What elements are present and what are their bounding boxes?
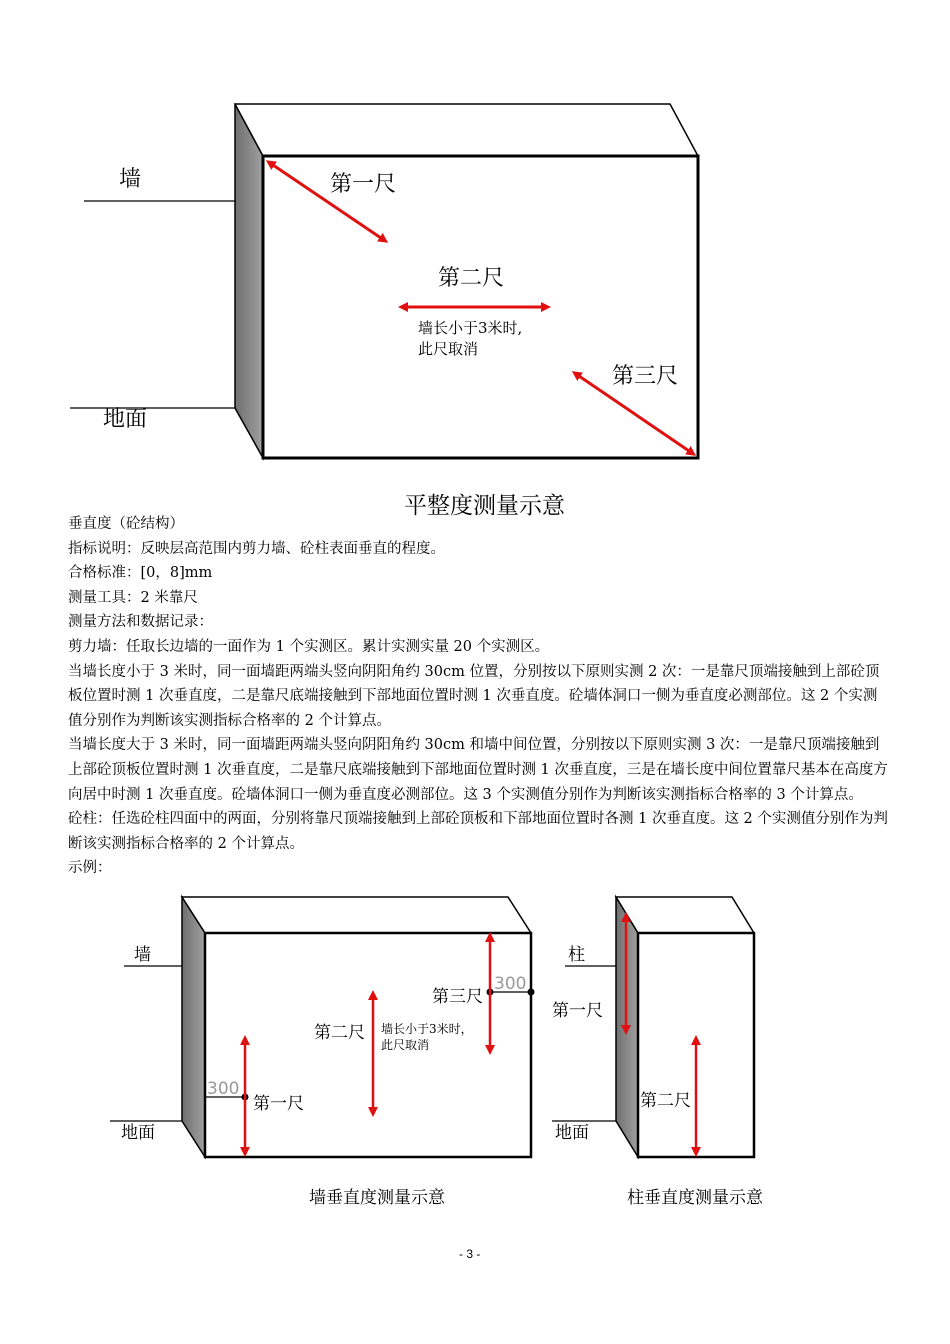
note-line2: 此尺取消 xyxy=(418,340,479,358)
wall-side-face xyxy=(235,104,263,458)
ruler2-note xyxy=(418,318,578,360)
wall2-ruler2-note xyxy=(381,1021,491,1053)
note-line1: 墙长小于3米时, xyxy=(418,319,523,337)
wall2-note-line2: 此尺取消 xyxy=(381,1038,430,1052)
ground2-label: 地面 xyxy=(121,1123,155,1143)
wall-top-face xyxy=(235,104,698,156)
wall-under-3m-paragraph: 当墙长度小于 3 米时，同一面墙距两端头竖向阴阳角约 30cm 位置，分别按以下原则实测 2 次：一是靠尺顶端接触到上部砼顶板位置时测 1 次垂直度，二是靠尺底端接触到下部地面位置时测 1 次垂直度。砼墙体洞口一侧为垂直度必测部位。这 2 个实测值分别作为判断该实测指标合格率的 2 个计算点。 xyxy=(68,663,880,729)
ground3-label: 地面 xyxy=(555,1123,589,1143)
wall2-label: 墙 xyxy=(134,945,151,965)
wall2-ruler1-label: 第一尺 xyxy=(253,1094,304,1114)
indicator-description: 指标说明：反映层高范围内剪力墙、砼柱表面垂直的程度。 xyxy=(68,540,445,557)
figure1-caption: 平整度测量示意 xyxy=(404,493,565,519)
figure3-caption: 柱垂直度测量示意 xyxy=(627,1188,763,1208)
method-heading: 测量方法和数据记录： xyxy=(68,614,213,631)
wall2-ruler2-label: 第二尺 xyxy=(314,1023,365,1043)
wall2-ruler3-label: 第三尺 xyxy=(432,987,483,1007)
wall-label: 墙 xyxy=(119,167,142,192)
ruler3-label: 第三尺 xyxy=(612,364,679,389)
column-top-face xyxy=(616,897,754,933)
figure2-caption: 墙垂直度测量示意 xyxy=(309,1188,445,1208)
dim-300-left: 300 xyxy=(207,1079,240,1099)
column-ruler1-label: 第一尺 xyxy=(552,1001,603,1021)
section-heading: 垂直度（砼结构） xyxy=(68,516,184,532)
qualified-standard: 合格标准：[0，8]mm xyxy=(68,565,213,582)
column-paragraph: 砼柱：任选砼柱四面中的两面，分别将靠尺顶端接触到上部砼顶板和下部地面位置时各测 1 次垂直度。这 2 个实测值分别作为判断该实测指标合格率的 2 个计算点。 xyxy=(68,811,888,852)
wall-over-3m-paragraph: 当墙长度大于 3 米时，同一面墙距两端头竖向阴阳角约 30cm 和墙中间位置，分别按以下原则实测 3 次：一是靠尺顶端接触到上部砼顶板位置时测 1 次垂直度，二是靠尺底端接触到下部地面位置时测 1 次垂直度，三是在墙长度中间位置靠尺基本在高度方向居中时测 1 次垂直度。砼墙体洞口一侧为垂直度必测部位。这 3 个实测值分别作为判断该实测指标合格率的 3 个计算点。 xyxy=(68,737,888,803)
ruler1-label: 第一尺 xyxy=(330,172,397,197)
wall2-side-face xyxy=(182,897,205,1157)
page-number: - 3 - xyxy=(459,1247,481,1261)
ruler2-label: 第二尺 xyxy=(438,266,505,291)
measuring-tool: 测量工具：2 米靠尺 xyxy=(68,589,198,606)
example-heading: 示例： xyxy=(68,860,112,877)
column-label: 柱 xyxy=(568,945,585,965)
body-text xyxy=(68,512,888,881)
ground-label: 地面 xyxy=(103,407,148,432)
column-ruler2-label: 第二尺 xyxy=(640,1091,691,1111)
dim-300-right: 300 xyxy=(494,974,527,994)
shear-wall-paragraph: 剪力墙：任取长边墙的一面作为 1 个实测区。累计实测实量 20 个实测区。 xyxy=(68,638,550,655)
dim-300-right-dot-edge xyxy=(528,989,535,996)
wall2-note-line1: 墙长小于3米时， xyxy=(381,1022,473,1036)
wall2-top-face xyxy=(182,897,531,933)
